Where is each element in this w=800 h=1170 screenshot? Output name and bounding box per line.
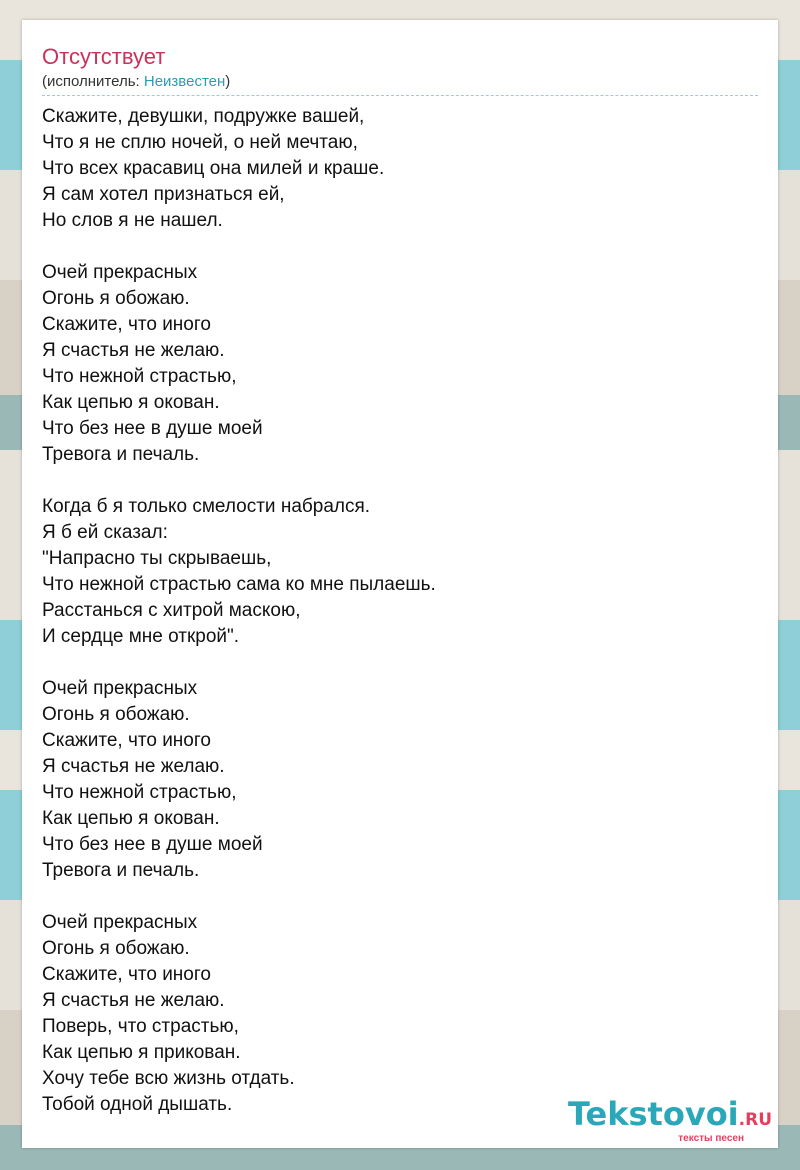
logo-subtitle: тексты песен — [678, 1133, 744, 1144]
logo-tld: .RU — [738, 1110, 772, 1130]
logo-wordmark — [568, 1097, 772, 1137]
lyric-line: Огонь я обожаю. — [42, 288, 190, 309]
lyric-line: Как цепью я окован. — [42, 808, 220, 829]
song-title: Отсутствует — [42, 44, 166, 69]
lyric-line: Очей прекрасных — [42, 912, 198, 933]
lyric-line: Очей прекрасных — [42, 678, 198, 699]
site-logo[interactable] — [568, 1097, 772, 1144]
lyric-line: Тобой одной дышать. — [42, 1094, 233, 1115]
lyric-blank-line — [42, 468, 758, 494]
lyric-blank-line — [42, 650, 758, 676]
lyric-line: Я счастья не желаю. — [42, 340, 225, 361]
logo-main-text: Tekstovoi — [567, 1095, 739, 1133]
lyric-line: Расстанься с хитрой маскою, — [42, 600, 301, 621]
lyric-line: Скажите, что иного — [42, 964, 211, 985]
song-header — [42, 44, 758, 96]
lyrics-card — [22, 20, 778, 1148]
lyric-line: Скажите, девушки, подружке вашей, — [42, 106, 365, 127]
lyric-line: Что я не сплю ночей, о ней мечтаю, — [42, 132, 358, 153]
performer-line — [42, 72, 758, 92]
lyric-line: Что нежной страстью, — [42, 366, 237, 387]
lyric-line: Тревога и печаль. — [42, 860, 200, 881]
lyric-line: И сердце мне открой". — [42, 626, 240, 647]
lyric-line: Поверь, что страстью, — [42, 1016, 239, 1037]
lyric-line: Когда б я только смелости набрался. — [42, 496, 371, 517]
lyric-line: "Напрасно ты скрываешь, — [42, 548, 272, 569]
lyric-line: Что всех красавиц она милей и краше. — [42, 158, 385, 179]
performer-prefix: (исполнитель: — [42, 73, 144, 90]
lyric-line: Огонь я обожаю. — [42, 938, 190, 959]
lyric-line: Как цепью я прикован. — [42, 1042, 241, 1063]
lyric-line: Я счастья не желаю. — [42, 756, 225, 777]
lyric-line: Хочу тебе всю жизнь отдать. — [42, 1068, 295, 1089]
performer-suffix: ) — [225, 73, 231, 90]
lyric-line: Что нежной страстью, — [42, 782, 237, 803]
lyric-line: Я счастья не желаю. — [42, 990, 225, 1011]
performer-link[interactable]: Неизвестен — [143, 73, 226, 90]
lyric-blank-line — [42, 884, 758, 910]
lyric-line: Я сам хотел признаться ей, — [42, 184, 285, 205]
lyric-line: Что без нее в душе моей — [42, 834, 263, 855]
lyric-line: Я б ей сказал: — [42, 522, 168, 543]
lyric-line: Как цепью я окован. — [42, 392, 220, 413]
lyric-line: Очей прекрасных — [42, 262, 198, 283]
lyric-line: Что нежной страстью сама ко мне пылаешь. — [42, 574, 436, 595]
lyric-line: Но слов я не нашел. — [42, 210, 223, 231]
lyric-line: Что без нее в душе моей — [42, 418, 263, 439]
lyrics-body — [42, 104, 758, 1118]
lyric-line: Тревога и печаль. — [42, 444, 200, 465]
lyric-line: Скажите, что иного — [42, 314, 211, 335]
lyric-line: Огонь я обожаю. — [42, 704, 190, 725]
lyric-line: Скажите, что иного — [42, 730, 211, 751]
lyric-blank-line — [42, 234, 758, 260]
